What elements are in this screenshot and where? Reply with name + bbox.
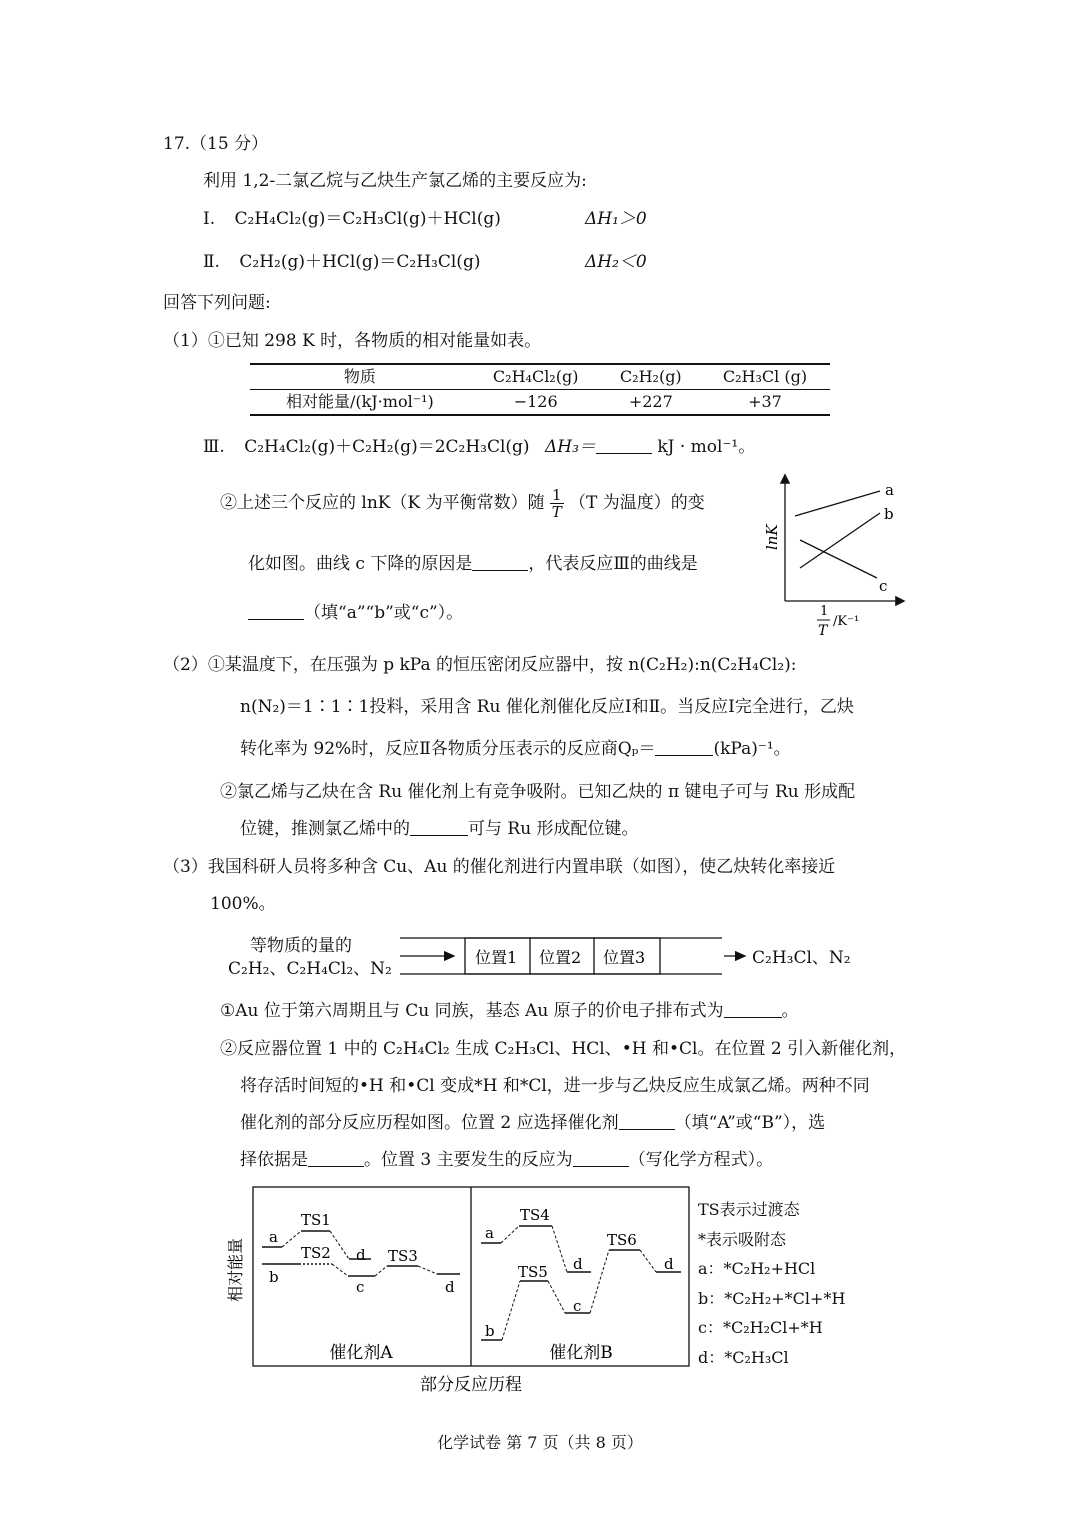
- part2-q1-text: 转化率为 92%时，反应Ⅱ各物质分压表示的反应商Qₚ＝: [240, 739, 656, 759]
- table-cell: +227: [628, 392, 673, 411]
- table-cell: +37: [748, 392, 782, 411]
- answer-blank[interactable]: [472, 554, 528, 571]
- part2-q2-line1: ②氯乙烯与乙炔在含 Ru 催化剂上有竞争吸附。已知乙炔的 π 键电子可与 Ru 形成配: [220, 782, 856, 802]
- reaction-3-dh-prefix: ΔH₃＝: [544, 437, 596, 457]
- x-axis-label-num: 1: [820, 604, 829, 619]
- answer-blank[interactable]: [573, 1150, 629, 1167]
- part2-q1-line3: [240, 738, 791, 760]
- part2-q1-line2: n(N₂)＝1∶1∶1投料，采用含 Ru 催化剂催化反应Ⅰ和Ⅱ。当反应Ⅰ完全进行，乙炔: [240, 697, 854, 717]
- part2-q2-line2: [240, 818, 639, 840]
- part3-q1: [220, 1000, 799, 1022]
- part3-line1: （3）我国科研人员将多种含 Cu、Au 的催化剂进行内置串联（如图），使乙炔转化率接近: [163, 857, 836, 877]
- panel-catalyst-a: [262, 1211, 460, 1363]
- reaction-2-enthalpy: ΔH₂＜0: [585, 252, 647, 272]
- part1-q2-text: ②上述三个反应的 lnK（K 为平衡常数）随: [220, 493, 545, 513]
- part1-q1: （1）①已知 298 K 时，各物质的相对能量如表。: [163, 331, 542, 351]
- lnk-vs-inverse-t-chart: [755, 468, 915, 643]
- reaction-3-dh-suffix: kJ · mol⁻¹。: [657, 437, 756, 457]
- table-row-label: 相对能量/(kJ·mol⁻¹): [285, 392, 434, 411]
- state-a-label: a: [269, 1228, 278, 1246]
- outlet-arrow: [722, 945, 750, 965]
- table-cell: −126: [513, 392, 558, 411]
- legend-item: b：*C₂H₂+*Cl+*H: [698, 1288, 846, 1308]
- part3-q1-text: ①Au 位于第六周期且与 Cu 同族，基态 Au 原子的价电子排布式为: [220, 1001, 724, 1021]
- part3-q2-text: 择依据是: [240, 1150, 308, 1170]
- legend-item: c：*C₂H₂Cl+*H: [698, 1318, 823, 1337]
- reaction-3: [203, 436, 755, 458]
- answer-blank[interactable]: [619, 1113, 675, 1130]
- energy-y-axis-label: 相对能量: [226, 1237, 245, 1303]
- reactor-product: C₂H₃Cl、N₂: [752, 948, 851, 968]
- part3-q2-line4: [240, 1149, 773, 1171]
- ts1-label: TS1: [301, 1211, 331, 1229]
- part2-q1-text: (kPa)⁻¹。: [713, 739, 791, 759]
- reaction-1-label: Ⅰ.: [203, 209, 216, 229]
- state-d-label: d: [356, 1246, 366, 1264]
- part3-q2-line3: [240, 1112, 825, 1134]
- relative-energy-table: [250, 363, 830, 416]
- x-axis-label-unit: /K⁻¹: [833, 614, 860, 629]
- ts3-label: TS3: [388, 1247, 418, 1265]
- part1-q2-text: 化如图。曲线 c 下降的原因是: [248, 554, 473, 574]
- curve-c: [800, 540, 877, 578]
- diagram-caption: 部分反应历程: [420, 1375, 522, 1395]
- intro-text: 利用 1,2-二氯乙烷与乙炔生产氯乙烯的主要反应为:: [203, 171, 587, 191]
- state-d-label: d: [445, 1278, 455, 1296]
- reaction-3-label: Ⅲ.: [203, 437, 225, 457]
- panel-catalyst-b: [481, 1206, 681, 1363]
- state-b-label: b: [485, 1322, 495, 1340]
- y-axis-label: lnK: [763, 524, 781, 550]
- part3-q2-text: 。位置 3 主要发生的反应为: [364, 1150, 573, 1170]
- part3-line2: 100%。: [210, 894, 276, 914]
- part1-q2-line3: [248, 602, 463, 624]
- state-c-label: c: [573, 1297, 582, 1315]
- part2-q1-line1: （2）①某温度下，在压强为 p kPa 的恒压密闭反应器中，按 n(C₂H₂):n(C₂H₄Cl₂):: [163, 655, 797, 675]
- fraction-denominator: T: [551, 503, 562, 521]
- reactor-feed-line2: C₂H₂、C₂H₄Cl₂、N₂: [228, 959, 392, 979]
- reaction-2: [203, 251, 480, 273]
- ts2-label: TS2: [301, 1244, 331, 1262]
- fraction-numerator: 1: [552, 486, 562, 504]
- table-header: C₂H₄Cl₂(g): [470, 364, 602, 390]
- ts4-label: TS4: [520, 1206, 550, 1224]
- part2-q2-text: 可与 Ru 形成配位键。: [468, 819, 639, 839]
- part3-q2-text: 催化剂的部分反应历程如图。位置 2 应选择催化剂: [240, 1113, 619, 1133]
- part1-q2-text: （填“a”“b”或“c”）。: [304, 603, 464, 623]
- answer-blank[interactable]: [248, 603, 304, 620]
- legend-item: TS表示过渡态: [698, 1200, 800, 1219]
- table-header: 物质: [250, 364, 470, 390]
- reaction-1: [203, 208, 501, 230]
- table-header: C₂H₂(g): [602, 364, 700, 390]
- catalyst-b-label: 催化剂B: [549, 1343, 613, 1363]
- ts6-label: TS6: [607, 1231, 637, 1249]
- reaction-2-equation: C₂H₂(g)＋HCl(g)＝C₂H₃Cl(g): [239, 252, 481, 272]
- part1-q2-text: ，代表反应Ⅲ的曲线是: [528, 554, 698, 574]
- state-b-label: b: [269, 1268, 279, 1286]
- part3-q2-line2: 将存活时间短的•H 和•Cl 变成*H 和*Cl，进一步与乙炔反应生成氯乙烯。两种不同: [240, 1076, 870, 1096]
- fraction-1-over-T: [550, 487, 564, 520]
- curve-label-b: b: [884, 505, 894, 523]
- reactor-position-3: 位置3: [603, 948, 646, 967]
- part3-q1-text: 。: [781, 1001, 799, 1021]
- table-header: C₂H₃Cl (g): [700, 364, 830, 390]
- state-d-label: d: [664, 1255, 674, 1273]
- reactor-feed-line1: 等物质的量的: [250, 936, 352, 956]
- curve-a: [795, 491, 880, 516]
- reaction-1-equation: C₂H₄Cl₂(g)＝C₂H₃Cl(g)＋HCl(g): [234, 209, 501, 229]
- answer-blank[interactable]: [410, 819, 468, 836]
- part3-q2-text: （写化学方程式）。: [628, 1150, 774, 1170]
- state-c-label: c: [356, 1278, 365, 1296]
- part1-q2-line1: [220, 487, 705, 520]
- ts5-label: TS5: [518, 1263, 548, 1281]
- question-number: 17.（15 分）: [163, 134, 269, 154]
- part1-q2-line2: [248, 553, 698, 575]
- answer-prompt: 回答下列问题:: [163, 293, 271, 313]
- legend-item: a：*C₂H₂+HCl: [698, 1259, 816, 1278]
- reaction-2-label: Ⅱ.: [203, 252, 220, 272]
- x-axis-label-den: T: [818, 623, 828, 639]
- state-d-label: d: [573, 1255, 583, 1273]
- curve-label-a: a: [885, 481, 894, 499]
- part2-q2-text: 位键，推测氯乙烯中的: [240, 819, 410, 839]
- answer-blank[interactable]: [308, 1150, 364, 1167]
- answer-blank[interactable]: [596, 437, 652, 454]
- part3-q2-text: （填“A”或“B”），选: [674, 1113, 826, 1133]
- reaction-energy-diagram: [215, 1180, 695, 1400]
- curve-label-c: c: [879, 577, 888, 595]
- reaction-3-equation: C₂H₄Cl₂(g)＋C₂H₂(g)＝2C₂H₃Cl(g): [244, 437, 530, 457]
- state-a-label: a: [485, 1224, 494, 1242]
- legend-item: *表示吸附态: [698, 1229, 787, 1249]
- catalyst-a-label: 催化剂A: [329, 1343, 393, 1363]
- page-footer: 化学试卷 第 7 页（共 8 页）: [437, 1433, 643, 1452]
- reactor-position-2: 位置2: [539, 948, 582, 967]
- part3-q2-line1: ②反应器位置 1 中的 C₂H₄Cl₂ 生成 C₂H₃Cl、HCl、•H 和•Cl。在位置 2 引入新催化剂，: [220, 1039, 907, 1059]
- reaction-1-enthalpy: ΔH₁＞0: [585, 209, 647, 229]
- reactor-diagram: [395, 930, 735, 980]
- answer-blank[interactable]: [655, 739, 713, 756]
- legend-item: d：*C₂H₃Cl: [698, 1347, 789, 1367]
- answer-blank[interactable]: [724, 1001, 782, 1018]
- part1-q2-tail: （T 为温度）的变: [568, 493, 705, 513]
- reactor-position-1: 位置1: [475, 948, 518, 967]
- diagram-legend: [698, 1195, 845, 1372]
